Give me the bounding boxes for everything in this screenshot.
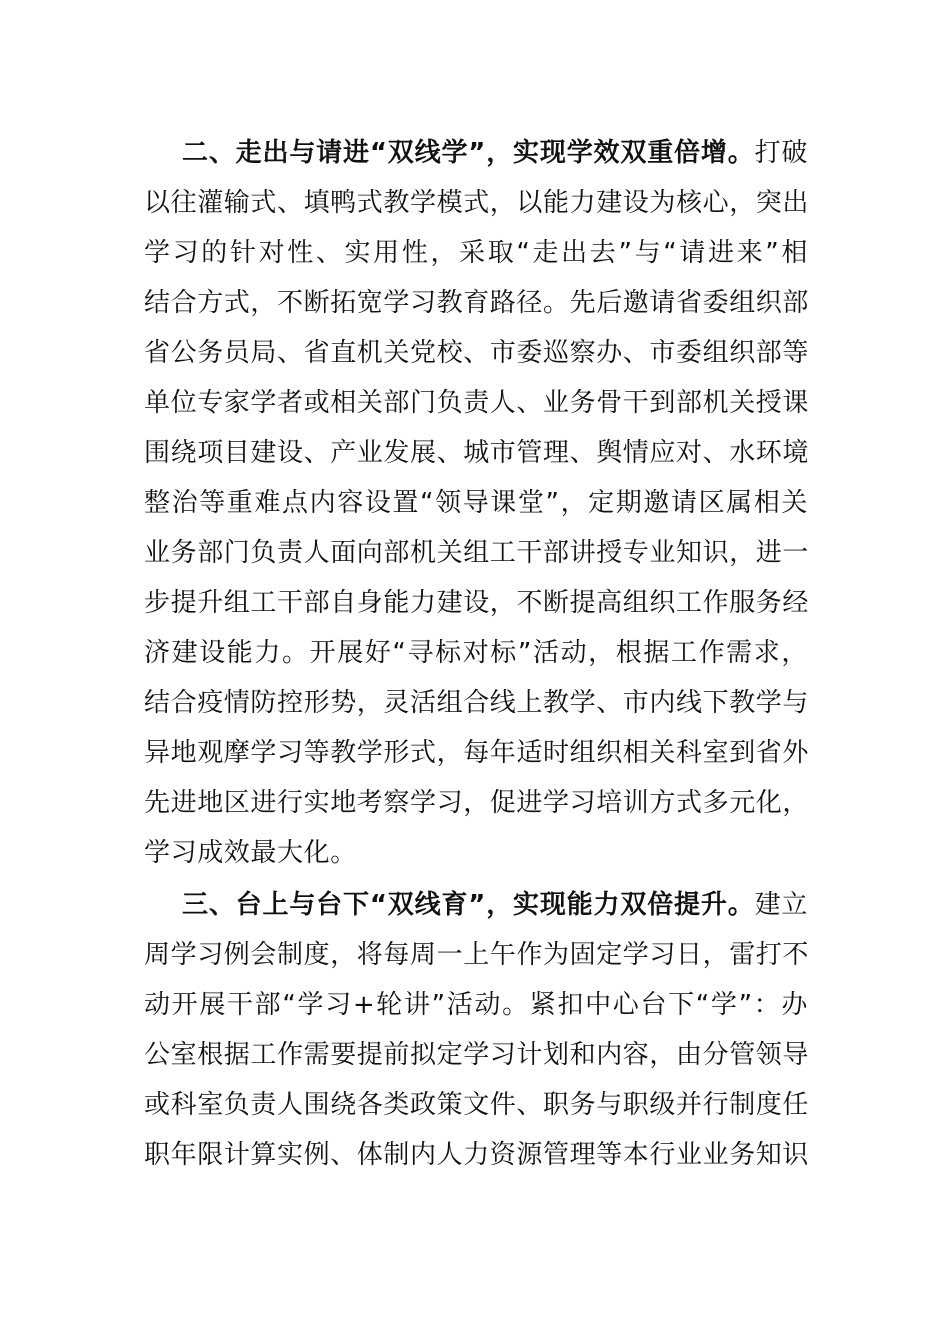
paragraph-section-3	[144, 880, 808, 1180]
body-line: 以往灌输式、填鸭式教学模式，以能力建设为核心，突出	[144, 188, 810, 218]
body-line: 学习的针对性、实用性，采取“走出去”与“请进来”相	[144, 238, 808, 268]
paragraph-section-2	[144, 128, 808, 878]
body-line: 动开展干部“学习+轮讲”活动。紧扣中心台下“学”：办	[144, 990, 808, 1020]
paragraph-first-line	[144, 128, 808, 178]
body-line: 业务部门负责人面向部机关组工干部讲授专业知识，进一	[144, 538, 810, 568]
body-line: 省公务员局、省直机关党校、市委巡察办、市委组织部等	[144, 338, 810, 368]
body-line: 或科室负责人围绕各类政策文件、职务与职级并行制度任	[144, 1090, 810, 1120]
body-text: 建立	[754, 890, 808, 920]
body-line: 周学习例会制度，将每周一上午作为固定学习日，雷打不	[144, 940, 810, 970]
body-line: 结合疫情防控形势，灵活组合线上教学、市内线下教学与	[144, 688, 810, 718]
body-line: 职年限计算实例、体制内人力资源管理等本行业业务知识	[144, 1140, 810, 1170]
body-line: 步提升组工干部自身能力建设，不断提高组织工作服务经	[144, 588, 810, 618]
body-line: 学习成效最大化。	[144, 838, 357, 868]
body-line: 异地观摩学习等教学形式，每年适时组织相关科室到省外	[144, 738, 810, 768]
body-line: 先进地区进行实地考察学习，促进学习培训方式多元化，	[144, 788, 810, 818]
body-line: 济建设能力。开展好“寻标对标”活动，根据工作需求，	[144, 638, 808, 668]
body-line: 整治等重难点内容设置“领导课堂”，定期邀请区属相关	[144, 488, 808, 518]
body-line: 围绕项目建设、产业发展、城市管理、舆情应对、水环境	[144, 438, 810, 468]
body-text: 打破	[754, 138, 808, 168]
body-line: 公室根据工作需要提前拟定学习计划和内容，由分管领导	[144, 1040, 810, 1070]
body-line: 结合方式，不断拓宽学习教育路径。先后邀请省委组织部	[144, 288, 810, 318]
body-line: 单位专家学者或相关部门负责人、业务骨干到部机关授课	[144, 388, 810, 418]
section-heading: 三、台上与台下“双线育”，实现能力双倍提升。	[182, 890, 755, 920]
section-heading: 二、走出与请进“双线学”，实现学效双重倍增。	[182, 138, 755, 168]
paragraph-first-line	[144, 880, 808, 930]
